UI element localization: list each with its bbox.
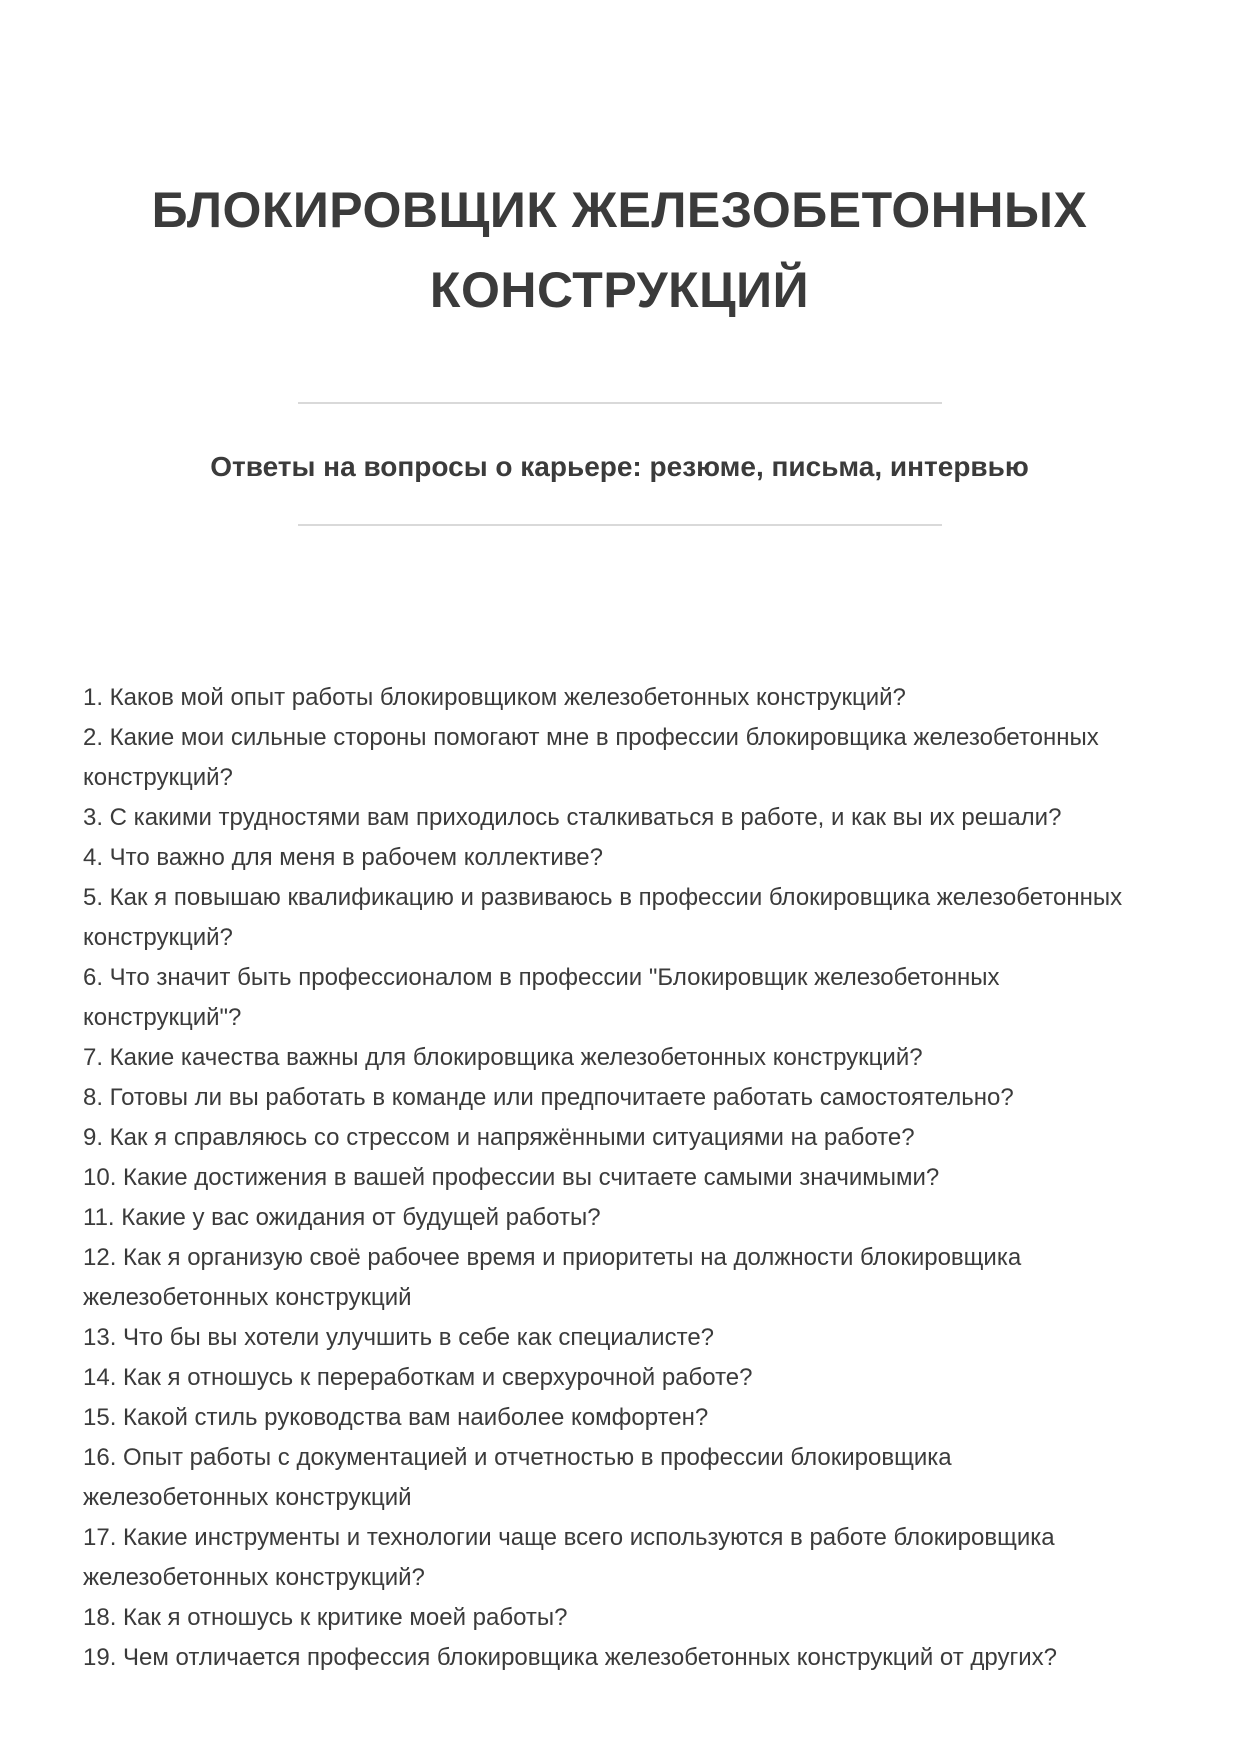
question-item: 7. Какие качества важны для блокировщика железобетонных конструкций? [83,1044,923,1071]
question-item: 14. Как я отношусь к переработкам и сверхурочной работе? [83,1364,753,1391]
question-item: 18. Как я отношусь к критике моей работы? [83,1604,568,1631]
question-item: 2. Какие мои сильные стороны помогают мне в профессии блокировщика железобетонных конструкций? [83,724,1099,791]
question-item: 4. Что важно для меня в рабочем коллективе? [83,844,603,871]
question-item: 1. Каков мой опыт работы блокировщиком железобетонных конструкций? [83,684,906,711]
page-title: БЛОКИРОВЩИК ЖЕЛЕЗОБЕТОННЫХ КОНСТРУКЦИЙ [151,182,1088,318]
question-item: 3. С какими трудностями вам приходилось сталкиваться в работе, и как вы их решали? [83,804,1062,831]
question-item: 19. Чем отличается профессия блокировщика железобетонных конструкций от других? [83,1644,1057,1671]
question-item: 12. Как я организую своё рабочее время и приоритеты на должности блокировщика железобетонных конструкций [83,1244,1022,1311]
question-item: 15. Какой стиль руководства вам наиболее комфортен? [83,1404,709,1431]
divider-top [298,402,942,404]
question-item: 13. Что бы вы хотели улучшить в себе как специалисте? [83,1324,715,1351]
question-item: 6. Что значит быть профессионалом в профессии "Блокировщик железобетонных конструкций"? [83,964,1000,1031]
question-item: 5. Как я повышаю квалификацию и развиваюсь в профессии блокировщика железобетонных конструкций? [83,884,1123,951]
question-item: 9. Как я справляюсь со стрессом и напряжёнными ситуациями на работе? [83,1124,915,1151]
question-item: 11. Какие у вас ожидания от будущей работы? [83,1204,601,1231]
question-item: 17. Какие инструменты и технологии чаще всего используются в работе блокировщика железобетонных конструкций? [83,1524,1055,1591]
question-item: 10. Какие достижения в вашей профессии вы считаете самыми значимыми? [83,1164,940,1191]
question-item: 8. Готовы ли вы работать в команде или предпочитаете работать самостоятельно? [83,1084,1014,1111]
divider-bottom [298,524,942,526]
question-list [83,678,1143,1678]
question-item: 16. Опыт работы с документацией и отчетностью в профессии блокировщика железобетонных конструкций [83,1444,952,1511]
page-subtitle: Ответы на вопросы о карьере: резюме, письма, интервью [210,451,1029,482]
